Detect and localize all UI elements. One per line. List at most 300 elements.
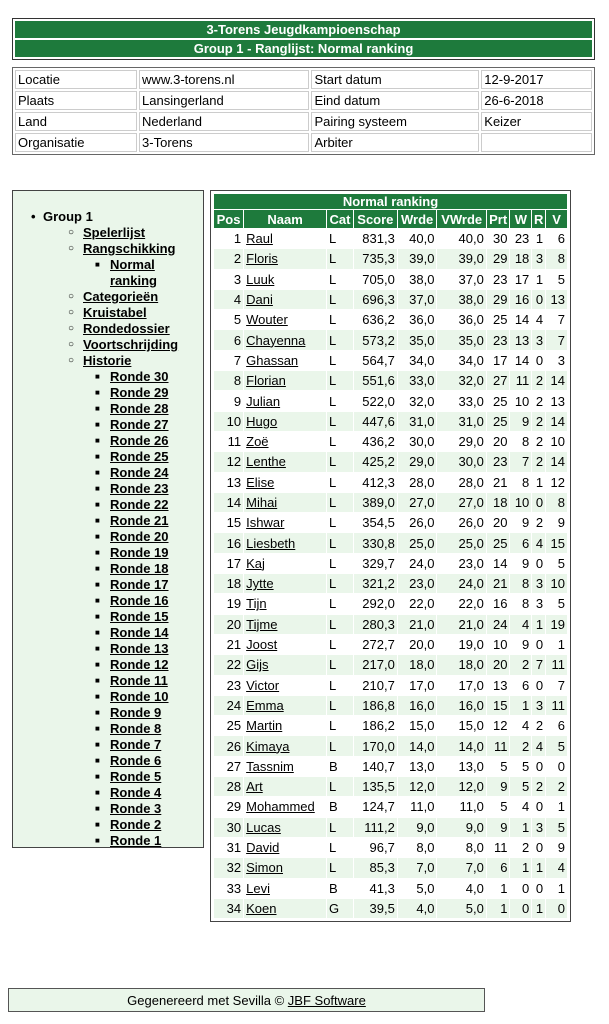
cell-vwrde: 34,0 [458,352,484,368]
cell-prt: 9 [487,777,510,796]
cell-vwrde: 9,0 [437,818,485,837]
player-link[interactable]: Jytte [246,576,274,592]
cell-prt: 23 [487,452,510,471]
cell-vwrde: 24,0 [437,574,485,593]
cell-score: 831,3 [362,231,395,247]
player-link[interactable]: Tijme [246,616,278,632]
table-row [214,229,567,248]
cell-r: 1 [532,615,545,634]
cell-pos: 18 [214,574,243,593]
cell-score: 447,6 [354,412,397,431]
nav-sublink-ronde-28[interactable]: Ronde 28 [110,401,169,416]
table-row [214,716,567,735]
cell-score: 210,7 [362,677,395,693]
player-link[interactable]: Simon [246,860,283,876]
cell-wrde: 30,0 [409,434,435,450]
cell-cat: L [329,231,337,247]
cell-pos: 31 [226,840,242,856]
cell-w: 2 [510,655,531,674]
cell-pos: 29 [226,799,242,815]
nav-sublink-ronde-15[interactable]: Ronde 15 [110,609,169,624]
cell-cat: L [329,840,337,856]
nav-subitem [95,529,203,545]
nav-link-historie[interactable]: Historie [83,353,132,368]
cell-wrde: 14,0 [398,736,437,755]
cell-naam [244,513,326,532]
cell-wrde: 26,0 [409,515,435,531]
cell-r: 1 [535,271,544,287]
player-link[interactable]: Ghassan [246,352,299,368]
cell-w: 10 [510,493,531,512]
cell-v: 13 [550,393,565,409]
cell-score: 140,7 [362,758,395,774]
cell-score: 696,3 [354,290,397,309]
cell-w: 8 [510,574,531,593]
cell-v: 1 [557,637,565,653]
cell-r: 3 [532,818,545,837]
nav-sublink-normal-ranking[interactable]: Normal ranking [110,257,157,288]
cell-v: 8 [546,249,567,268]
cell-wrde: 29,0 [398,452,437,471]
nav-link-rondedossier[interactable]: Rondedossier [83,321,170,336]
cell-pos: 26 [214,736,243,755]
table-row [214,391,567,410]
player-link[interactable]: Gijs [246,657,269,673]
nav-subitem [95,497,203,513]
info-value: Lansingerland [139,91,309,110]
player-link[interactable]: Joost [246,637,278,653]
player-link[interactable]: Martin [246,718,283,734]
nav-item [68,353,203,849]
cell-prt: 18 [487,493,510,512]
cell-score: 329,7 [362,555,395,571]
cell-score: 292,0 [362,596,395,612]
table-row [214,797,567,816]
cell-wrde: 4,0 [398,899,437,918]
player-link[interactable]: Julian [246,393,281,409]
nav-subitem [95,737,203,753]
cell-v: 19 [546,615,567,634]
cell-pos: 15 [226,515,242,531]
navigation-panel [12,190,204,848]
nav-subitem [95,673,203,689]
nav-subitem [95,257,203,289]
nav-link-kruistabel[interactable]: Kruistabel [83,305,147,320]
cell-vwrde: 13,0 [458,758,484,774]
info-value [481,133,592,152]
nav-sublink-ronde-20[interactable]: Ronde 20 [110,529,169,544]
cell-w: 7 [510,452,531,471]
player-link[interactable]: Liesbeth [246,535,296,551]
cell-w: 2 [510,736,531,755]
nav-sublink-ronde-22[interactable]: Ronde 22 [110,497,169,512]
cell-cat: L [329,677,337,693]
player-link[interactable]: Tijn [246,596,267,612]
cell-vwrde: 8,0 [465,840,484,856]
cell-v: 5 [546,736,567,755]
cell-naam [244,554,326,573]
cell-naam [244,452,326,471]
table-row [214,696,567,715]
nav-sublink-ronde-23[interactable]: Ronde 23 [110,481,169,496]
table-row [214,310,567,329]
cell-w: 11 [510,371,531,390]
cell-v: 9 [557,840,565,856]
cell-naam [244,229,326,248]
cell-r: 3 [532,574,545,593]
tournament-info-table [12,67,595,155]
nav-sublink-ronde-17[interactable]: Ronde 17 [110,577,169,592]
cell-naam [244,655,326,674]
cell-score: 217,0 [354,655,397,674]
cell-wrde: 13,0 [409,758,435,774]
cell-w: 4 [522,799,530,815]
cell-r: 2 [532,777,545,796]
cell-wrde: 8,0 [416,840,435,856]
info-label: Organisatie [15,133,137,152]
nav-subitem [95,513,203,529]
player-link[interactable]: Ishwar [246,515,285,531]
cell-v: 7 [557,677,565,693]
info-label: Arbiter [311,133,479,152]
cell-w: 16 [510,290,531,309]
cell-prt: 20 [487,655,510,674]
player-link[interactable]: Levi [246,880,270,896]
player-link[interactable]: Luuk [246,271,275,287]
cell-cat: L [327,655,353,674]
page-title: 3-Torens Jeugdkampioenschap [15,21,592,38]
column-header-wrde: Wrde [398,210,437,228]
cell-r: 2 [532,371,545,390]
cell-wrde: 18,0 [398,655,437,674]
cell-v: 6 [557,718,565,734]
cell-pos: 1 [233,231,242,247]
cell-score: 412,3 [362,474,395,490]
cell-naam [244,696,326,715]
nav-sublink-ronde-9[interactable]: Ronde 9 [110,705,162,720]
cell-r: 0 [535,799,544,815]
player-link[interactable]: Emma [246,697,284,713]
cell-pos: 10 [214,412,243,431]
nav-item [68,337,203,353]
cell-v: 0 [546,899,567,918]
nav-sublink-ronde-19[interactable]: Ronde 19 [110,545,169,560]
cell-prt: 25 [493,393,508,409]
nav-subitem [95,641,203,657]
title-box [12,18,595,60]
player-link[interactable]: Raul [246,231,273,247]
cell-prt: 5 [500,799,508,815]
cell-pos: 23 [226,677,242,693]
cell-pos: 27 [226,758,242,774]
cell-naam [244,412,326,431]
nav-link-spelerlijst[interactable]: Spelerlijst [83,225,146,240]
info-value: Keizer [481,112,592,131]
cell-cat: L [329,515,337,531]
nav-sublink-ronde-27[interactable]: Ronde 27 [110,417,169,432]
cell-r: 4 [532,533,545,552]
cell-pos: 24 [214,696,243,715]
cell-v: 11 [546,655,567,674]
nav-sublink-ronde-16[interactable]: Ronde 16 [110,593,169,608]
player-link[interactable]: Florian [246,373,286,389]
column-header-naam: Naam [244,210,326,228]
player-link[interactable]: Koen [246,900,277,916]
table-row [214,777,567,796]
cell-naam [244,676,326,695]
nav-item [68,225,203,241]
nav-group-label: Group 1 [43,209,93,224]
cell-pos: 25 [226,718,242,734]
cell-w: 13 [510,330,531,349]
cell-score: 321,2 [354,574,397,593]
cell-prt: 9 [487,818,510,837]
cell-v: 15 [546,533,567,552]
player-link[interactable]: Lenthe [246,454,286,470]
cell-wrde: 21,0 [398,615,437,634]
cell-naam [244,351,326,370]
cell-w: 9 [522,515,530,531]
cell-v: 5 [546,818,567,837]
nav-sublink-ronde-29[interactable]: Ronde 29 [110,385,169,400]
nav-sublink-ronde-10[interactable]: Ronde 10 [110,689,169,704]
player-link[interactable]: Victor [246,677,280,693]
cell-prt: 5 [500,758,508,774]
player-link[interactable]: Elise [246,474,275,490]
cell-prt: 14 [493,555,508,571]
cell-pos: 5 [233,312,242,328]
nav-subitem [95,593,203,609]
nav-sublink-ronde-5[interactable]: Ronde 5 [110,769,162,784]
cell-prt: 25 [487,533,510,552]
nav-sublink-ronde-4[interactable]: Ronde 4 [110,785,162,800]
cell-prt: 11 [493,840,508,856]
column-header-prt: Prt [487,210,510,228]
cell-r: 0 [535,840,544,856]
nav-link-categorie-n[interactable]: Categorieën [83,289,159,304]
table-row [214,615,567,634]
player-link[interactable]: Lucas [246,819,281,835]
player-link[interactable]: Chayenna [246,332,306,348]
nav-sublink-ronde-6[interactable]: Ronde 6 [110,753,162,768]
player-link[interactable]: Tassnim [246,758,294,774]
player-link[interactable]: Mihai [246,495,278,510]
cell-cat: L [327,371,353,390]
table-row [214,473,567,492]
cell-vwrde: 16,0 [437,696,485,715]
nav-sublink-ronde-1[interactable]: Ronde 1 [110,833,162,848]
cell-naam [244,716,326,735]
nav-link-voortschrijding[interactable]: Voortschrijding [83,337,179,352]
player-link[interactable]: Hugo [246,413,278,429]
table-row [214,533,567,552]
info-label: Eind datum [311,91,479,110]
cell-v: 13 [546,290,567,309]
player-link[interactable]: Kaj [246,555,265,571]
cell-vwrde: 30,0 [437,452,485,471]
nav-sublink-ronde-25[interactable]: Ronde 25 [110,449,169,464]
cell-cat: L [329,312,337,328]
cell-vwrde: 15,0 [458,718,484,734]
cell-score: 186,8 [354,696,397,715]
info-label: Land [15,112,137,131]
ranking-table [213,193,568,919]
cell-vwrde: 12,0 [437,777,485,796]
column-header-cat: Cat [327,210,353,228]
cell-cat: L [327,818,353,837]
cell-vwrde: 28,0 [458,474,484,490]
cell-cat: L [329,596,337,612]
cell-cat: L [327,696,353,715]
nav-item [68,321,203,337]
cell-cat: L [329,393,337,409]
nav-sublink-ronde-12[interactable]: Ronde 12 [110,657,169,672]
cell-vwrde: 29,0 [458,434,484,450]
cell-pos: 6 [214,330,243,349]
player-link[interactable]: Kimaya [246,738,290,754]
nav-sublink-ronde-26[interactable]: Ronde 26 [110,433,169,448]
cell-vwrde: 26,0 [458,515,484,531]
cell-cat: L [327,493,353,512]
cell-r: 0 [535,880,544,896]
nav-subitem [95,769,203,785]
cell-r: 7 [532,655,545,674]
cell-wrde: 37,0 [398,290,437,309]
nav-sublink-ronde-2[interactable]: Ronde 2 [110,817,162,832]
cell-v: 14 [546,412,567,431]
cell-r: 4 [535,312,544,328]
cell-cat: L [327,858,353,877]
cell-score: 186,2 [362,718,395,734]
player-link[interactable]: Wouter [246,312,288,328]
player-link[interactable]: Mohammed [246,799,315,815]
footer-link[interactable]: JBF Software [287,993,366,1008]
cell-w: 5 [522,758,530,774]
cell-w: 14 [514,352,530,368]
column-header-score: Score [354,210,397,228]
nav-subitem [95,833,203,849]
table-row [214,249,567,268]
table-row [214,899,567,918]
cell-wrde: 31,0 [398,412,437,431]
nav-sublink-ronde-8[interactable]: Ronde 8 [110,721,162,736]
nav-subitem [95,417,203,433]
nav-sublink-ronde-7[interactable]: Ronde 7 [110,737,162,752]
cell-score: 280,3 [354,615,397,634]
cell-cat: L [327,574,353,593]
cell-vwrde: 23,0 [458,555,484,571]
info-label: Plaats [15,91,137,110]
cell-wrde: 28,0 [409,474,435,490]
table-row [214,858,567,877]
cell-cat: L [327,533,353,552]
ranking-panel [210,190,571,922]
player-link[interactable]: Art [246,779,263,795]
cell-wrde: 20,0 [409,637,435,653]
nav-sublink-ronde-21[interactable]: Ronde 21 [110,513,169,528]
cell-v: 5 [557,271,565,287]
cell-prt: 24 [487,615,510,634]
cell-naam [244,615,326,634]
cell-v: 11 [546,696,567,715]
cell-r: 1 [535,231,544,247]
cell-prt: 12 [493,718,508,734]
cell-w: 9 [522,555,530,571]
cell-w: 8 [522,434,530,450]
cell-score: 41,3 [369,880,395,896]
cell-vwrde: 7,0 [437,858,485,877]
nav-subitem [95,657,203,673]
cell-wrde: 12,0 [398,777,437,796]
cell-naam [244,432,326,451]
cell-r: 1 [535,474,544,490]
column-header-pos: Pos [214,210,243,228]
cell-prt: 23 [493,271,508,287]
cell-pos: 2 [214,249,243,268]
cell-w: 9 [522,637,530,653]
nav-sublink-ronde-3[interactable]: Ronde 3 [110,801,162,816]
nav-sublink-ronde-14[interactable]: Ronde 14 [110,625,169,640]
table-row [214,838,567,857]
nav-link-rangschikking[interactable]: Rangschikking [83,241,176,256]
player-link[interactable]: Dani [246,292,273,308]
column-header-r: R [534,211,544,227]
table-row [214,736,567,755]
info-label: Pairing systeem [311,112,479,131]
nav-subitem [95,385,203,401]
cell-cat: B [329,799,338,815]
cell-prt: 29 [487,249,510,268]
nav-subitem [95,369,203,385]
nav-sublink-ronde-13[interactable]: Ronde 13 [110,641,169,656]
cell-v: 14 [546,371,567,390]
cell-prt: 1 [487,899,510,918]
nav-subitem [95,785,203,801]
cell-cat: L [327,249,353,268]
cell-score: 636,2 [362,312,395,328]
cell-score: 522,0 [362,393,395,409]
player-link[interactable]: Zoë [246,434,269,450]
nav-subitem [95,465,203,481]
cell-cat: L [329,352,337,368]
cell-v: 1 [557,799,565,815]
cell-cat: L [329,434,337,450]
nav-subitem [95,545,203,561]
cell-pos: 33 [226,880,242,896]
player-link[interactable]: David [246,840,280,856]
page-subtitle: Group 1 - Ranglijst: Normal ranking [15,40,592,57]
nav-sublink-ronde-24[interactable]: Ronde 24 [110,465,169,480]
cell-vwrde: 33,0 [458,393,484,409]
nav-subitem [95,609,203,625]
cell-prt: 10 [493,637,508,653]
player-link[interactable]: Floris [246,251,278,267]
cell-naam [244,574,326,593]
cell-w: 6 [510,533,531,552]
cell-naam [244,757,326,776]
nav-subitem [95,753,203,769]
table-row [214,330,567,349]
cell-vwrde: 25,0 [437,533,485,552]
cell-naam [244,736,326,755]
nav-item [68,305,203,321]
nav-sublink-ronde-30[interactable]: Ronde 30 [110,369,169,384]
nav-sublink-ronde-18[interactable]: Ronde 18 [110,561,169,576]
cell-v: 12 [550,474,565,490]
cell-score: 573,2 [354,330,397,349]
cell-cat: G [327,899,353,918]
nav-sublink-ronde-11[interactable]: Ronde 11 [110,673,168,688]
